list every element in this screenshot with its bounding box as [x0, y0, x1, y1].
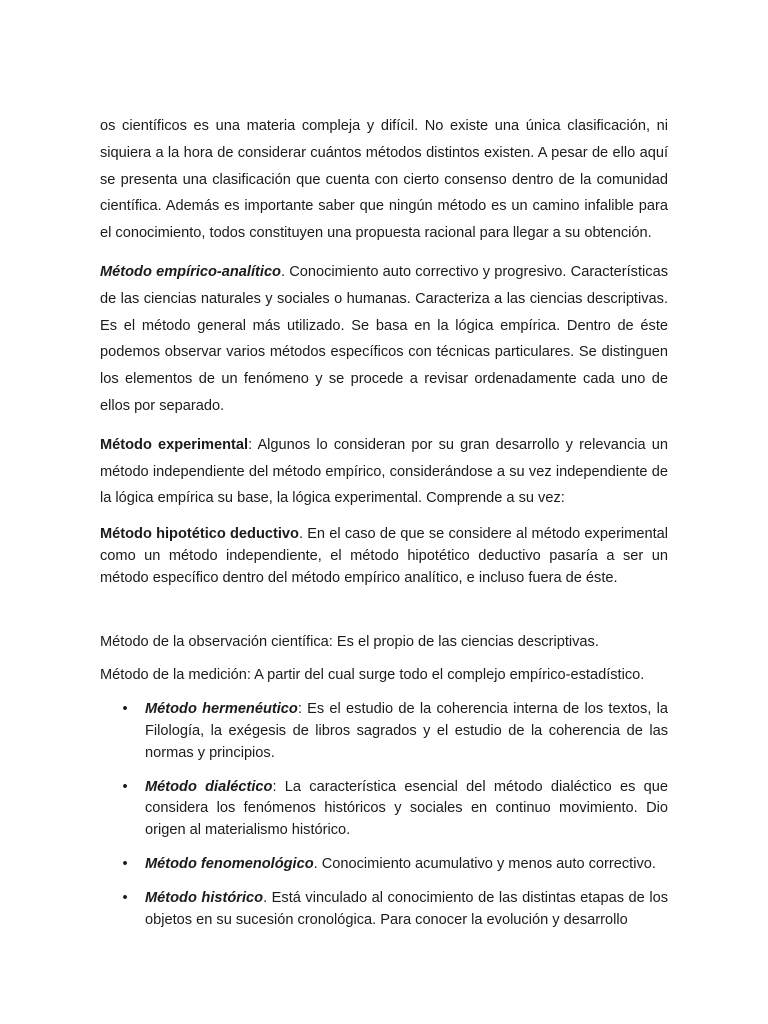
method-term: Método dialéctico [145, 778, 273, 795]
empirico-analitico-paragraph [100, 259, 668, 420]
list-item [100, 854, 668, 876]
observacion-paragraph: Método de la observación científica: Es el propio de las ciencias descriptivas. [100, 633, 599, 650]
medicion-paragraph: Método de la medición: A partir del cual surge todo el complejo empírico-estadístico. [100, 667, 645, 684]
method-term: Método histórico [145, 889, 264, 906]
bullet-icon: • [122, 701, 128, 718]
hipotetico-deductivo-term: Método hipotético deductivo [100, 526, 299, 543]
method-text: : La característica esencial del método dialéctico es que considera los fenómenos históricos y sociales en continuo movimiento. Dio origen al materialismo histórico. [145, 778, 668, 839]
method-text: : Es el estudio de la coherencia interna de los textos, la Filología, la exégesis de libros sagrados y el estudio de la coherencia de las normas y principios. [145, 701, 668, 761]
bullet-icon: • [122, 889, 128, 906]
hipotetico-deductivo-paragraph [100, 524, 668, 589]
list-item [100, 777, 668, 842]
intro-paragraph: os científicos es una materia compleja y difícil. No existe una única clasificación, ni siquiera a la hora de considerar cuántos métodos distintos existen. A pesar de ello aquí se presenta una clasificación que cuenta con cierto consenso dentro de la comunidad científica. Además es importante saber que ningún método es un camino infalible para el conocimiento, todos constituyen una propuesta racional para llegar a su obtención. [100, 118, 668, 242]
experimental-paragraph [100, 432, 668, 512]
methods-list [100, 699, 668, 931]
list-item [100, 699, 668, 764]
experimental-text: : Algunos lo consideran por su gran desarrollo y relevancia un método independiente del método empírico, considerándose a su vez independiente de la lógica empírica su base, la lógica experimental. Comprende a su vez: [100, 436, 669, 507]
bullet-icon: • [122, 855, 128, 872]
method-text: . Está vinculado al conocimiento de las distintas etapas de los objetos en su sucesión cronológica. Para conocer la evolución y desarrollo [145, 889, 668, 928]
bullet-icon: • [122, 778, 128, 795]
experimental-term: Método experimental [100, 436, 249, 453]
document-body [100, 113, 668, 943]
method-text: . Conocimiento acumulativo y menos auto correctivo. [313, 855, 656, 872]
list-item [100, 888, 668, 932]
method-term: Método fenomenológico [145, 855, 314, 872]
hipotetico-deductivo-text: . En el caso de que se considere al método experimental como un método independiente, el método hipotético deductivo pasaría a ser un método específico dentro del método empírico analítico, e incluso fuera de éste. [100, 526, 668, 586]
empirico-analitico-text: . Conocimiento auto correctivo y progresivo. Características de las ciencias naturales y sociales o humanas. Caracteriza a las ciencias descriptivas. Es el método general más utilizado. Se basa en la lógica empírica. Dentro de éste podemos observar varios métodos específicos con técnicas particulares. Se distinguen los elementos de un fenómeno y se procede a revisar ordenadamente cada uno de ellos por separado. [100, 263, 668, 414]
method-term: Método hermenéutico [145, 701, 298, 718]
empirico-analitico-term: Método empírico-analítico [100, 263, 281, 280]
